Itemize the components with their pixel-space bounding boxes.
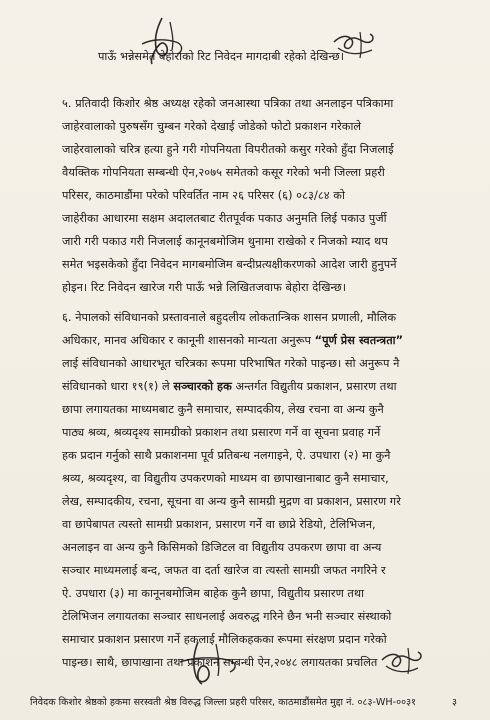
p6-line-4-post: अन्तर्गत विद्युतीय प्रकाशन, प्रसारण तथा xyxy=(235,380,397,393)
p6-line-4-pre: संविधानको धारा १९(१) ले xyxy=(62,380,170,393)
p6-line-5: छापा लगायतका माध्यमबाट कुनै समाचार, सम्पादकीय, लेख रचना वा अन्य कुनै xyxy=(62,403,384,416)
p5-line-3: जाहेरवालाको चरित्र हत्या हुने गरी गोपनियता विपरीतको कसुर गरेको हुँदा निजलाई xyxy=(62,143,394,156)
p5-line-6: जाहेरीका आधारमा सक्षम अदालतबाट रीतपूर्वक पकाउ अनुमति लिई पकाउ पुर्जी xyxy=(62,212,387,225)
p6-line-2 xyxy=(62,334,403,348)
page-number: ३ xyxy=(452,697,457,708)
p5-line-5: परिसर, काठमाडौंमा परेको परिवर्तित नाम २६ परिसर (६) ०८३/८४ को xyxy=(62,189,345,202)
p6-line-15: समाचार प्रकाशन प्रसारण गर्ने हकलाई मौलिकहकका रूपमा संरक्षण प्रदान गरेको xyxy=(62,633,387,646)
p5-line-7: जारी गरी पकाउ गरी निजलाई कानूनबमोजिम थुनामा राखेको र निजको म्याद थप xyxy=(62,235,388,248)
p6-line-3: लाई संविधानको आधारभूत चरित्रका रूपमा परिभाषित गरेको पाइन्छ। सो अनुरूप नै xyxy=(62,357,400,370)
p6-line-9: लेख, सम्पादकीय, रचना, सूचना वा अन्य कुनै सामग्री मुद्रण वा प्रकाशन, प्रसारण गरे xyxy=(62,495,401,508)
p5-line-9: होइन। रिट निवेदन खारेज गरी पाऊँ भन्ने लिखितजवाफ बेहोरा देखिन्छ। xyxy=(62,281,347,294)
p6-line-11: अनलाइन वा अन्य कुनै किसिमको डिजिटल वा विद्युतीय उपकरण छापा वा अन्य xyxy=(62,541,382,554)
p5-line-2: जाहेरवालाको पुरुषसँग चुम्बन गरेको देखाई जोडेको फोटो प्रकाशन गरेकाले xyxy=(62,120,362,133)
footer-case-title: निवेदक किशोर श्रेष्ठको हकमा सरस्वती श्रेष्ठ विरुद्ध जिल्ला प्रहरी परिसर, काठमाडौंसमेत मुद्दा नं. ०८३-WH-००३१ xyxy=(30,697,417,708)
p5-line-4: वैयक्तिक गोपनियता सम्बन्धी ऐन,२०७५ समेतको कसूर गरेको भनी जिल्ला प्रहरी xyxy=(62,166,385,179)
p5-line-8: समेत भइसकेको हुँदा निवेदन मागबमोजिम बन्दीप्रत्यक्षीकरणको आदेश जारी हुनुपर्ने xyxy=(62,258,397,271)
p6-line-6: पाठ्य श्रव्य, श्रव्यदृश्य सामग्रीको प्रकाशन तथा प्रसारण गर्ने वा सूचना प्रवाह गर्ने xyxy=(62,426,381,439)
p5-line-1: ५. प्रतिवादी किशोर श्रेष्ठ अध्यक्ष रहेको जनआस्था पत्रिका तथा अनलाइन पत्रिकामा xyxy=(62,97,394,110)
p6-line-14: टेलिभिजन लगायतका सञ्चार साधनलाई अवरुद्ध गरिने छैन भनी सञ्चार संस्थाको xyxy=(62,610,392,623)
intro-line: पाऊँ भन्नेसमेत बेहोराको रिट निवेदन मागदाबी रहेको देखिन्छ। xyxy=(98,50,345,63)
p6-line-7: हक प्रदान गर्नुको साथै प्रकाशनमा पूर्व प्रतिबन्ध नलगाइने, ऐ. उपधारा (२) मा कुनै xyxy=(62,449,391,462)
p6-line-2-text: अधिकार, मानव अधिकार र कानूनी शासनको मान्यता अनुरूप xyxy=(62,334,311,347)
p6-line-1: ६. नेपालको संविधानको प्रस्तावनाले बहुदलीय लोकतान्त्रिक शासन प्रणाली, मौलिक xyxy=(62,311,397,324)
p6-line-8: श्रव्य, श्रव्यदृश्य, वा विद्युतीय उपकरणको माध्यम वा छापाखानाबाट कुनै समाचार, xyxy=(62,472,389,485)
p6-line-2-bold: “पूर्ण प्रेस स्वतन्त्रता” xyxy=(314,334,404,347)
p6-line-4-bold: सञ्चारको हक xyxy=(173,380,232,393)
p6-line-4 xyxy=(62,380,397,394)
p6-line-12: सञ्चार माध्यमलाई बन्द, जफत वा दर्ता खारेज वा त्यस्तो सामग्री जफत नगरिने र xyxy=(62,564,386,577)
p6-line-10: वा छापेबापत त्यस्तो सामग्री प्रकाशन, प्रसारण गर्ने वा छाप्ने रेडियो, टेलिभिजन, xyxy=(62,518,376,531)
p6-line-13: ऐ. उपधारा (३) मा कानूनबमोजिम बाहेक कुनै छापा, विद्युतीय प्रसारण तथा xyxy=(62,587,365,600)
signature-bottom-right xyxy=(378,644,424,678)
p6-line-16: पाइन्छ। साथै, छापाखाना तथा प्रकाशन सम्बन्धी ऐन,२०४८ लगायतका प्रचलित xyxy=(62,656,378,669)
